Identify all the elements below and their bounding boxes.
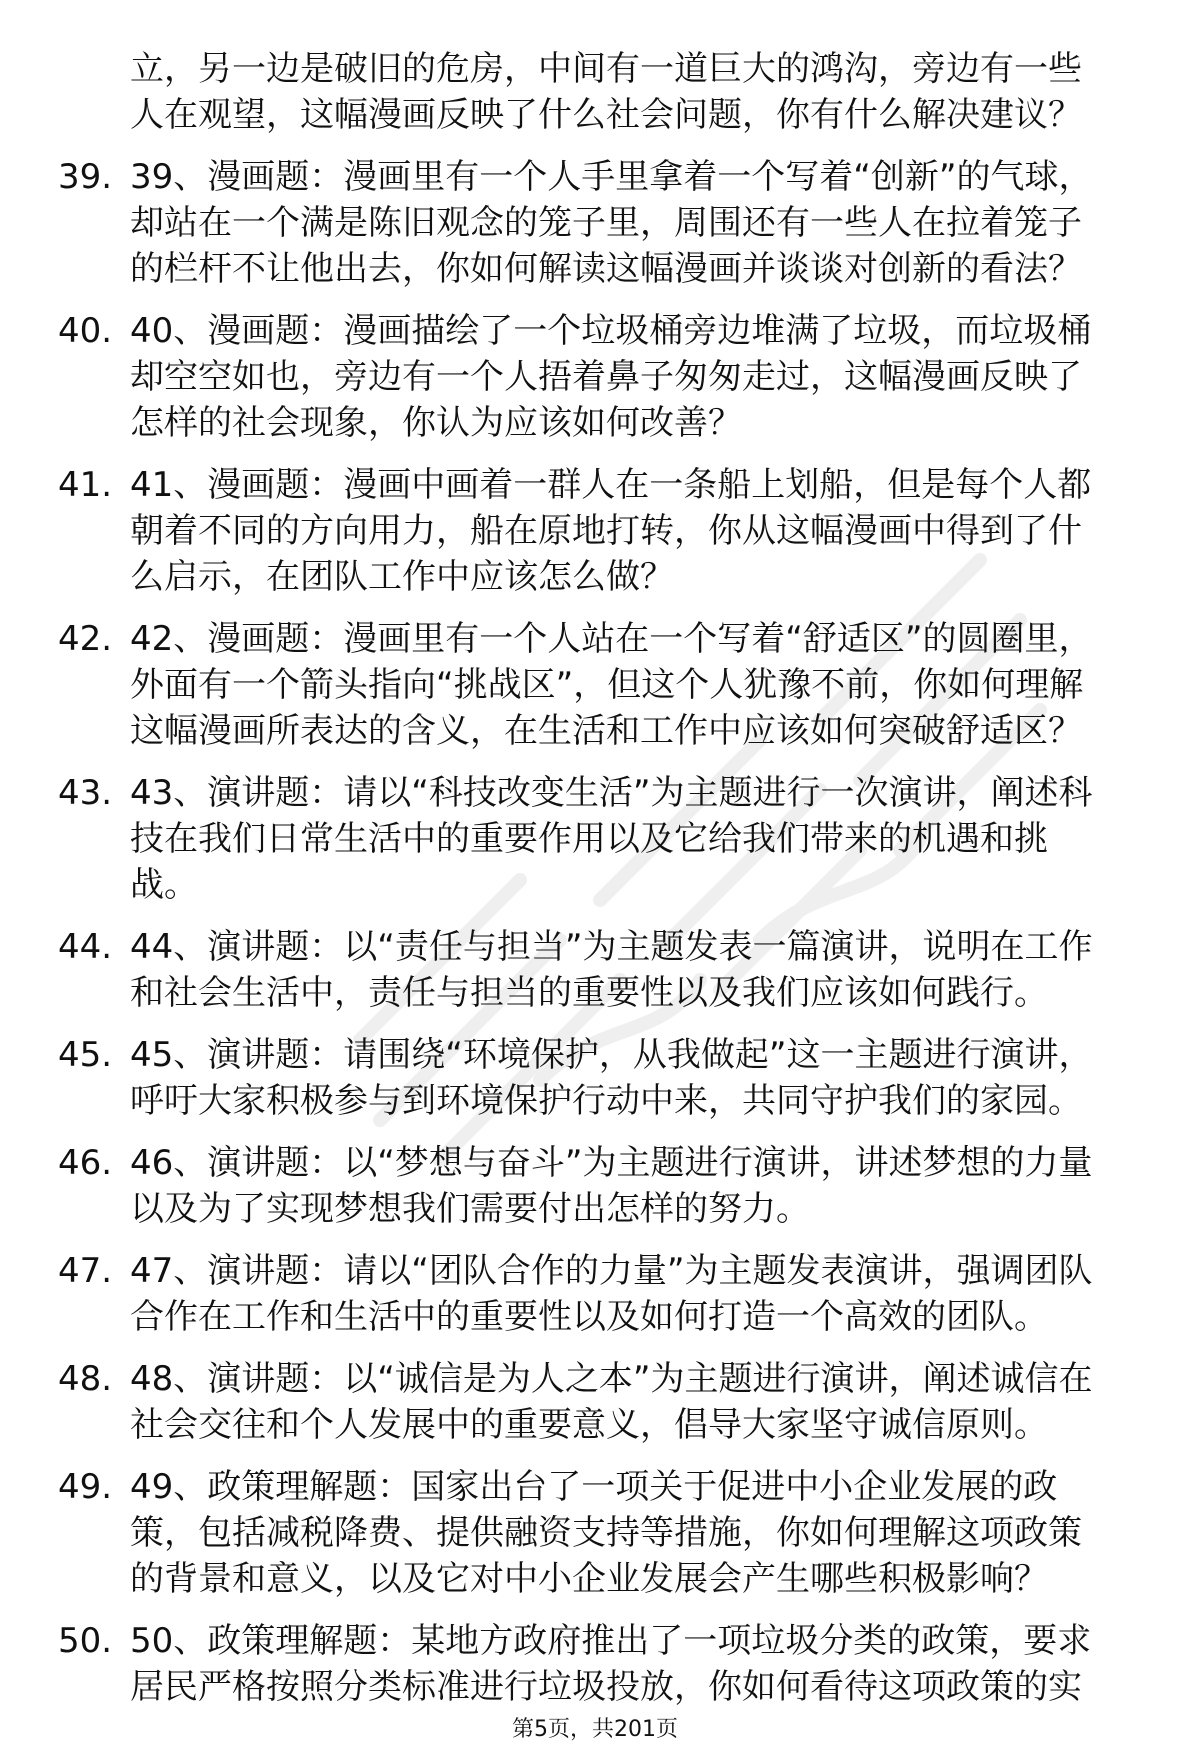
item-number: 43. (58, 773, 113, 813)
item-line: 朝着不同的方向用力，船在原地打转，你从这幅漫画中得到了什 (130, 511, 1082, 551)
item-number: 39. (58, 157, 113, 197)
list-item (58, 924, 1148, 1016)
item-line: 42、漫画题：漫画里有一个人站在一个写着“舒适区”的圆圈里， (130, 619, 1093, 659)
list-item (58, 1140, 1148, 1232)
page-footer: 第5页，共201页 (512, 1717, 678, 1742)
list-item (58, 1464, 1148, 1602)
list-item (58, 308, 1148, 446)
list-item (58, 154, 1148, 292)
list-item (58, 1618, 1148, 1710)
continuation-line: 立，另一边是破旧的危房，中间有一道巨大的鸿沟，旁边有一些 (130, 49, 1082, 89)
item-line: 的栏杆不让他出去，你如何解读这幅漫画并谈谈对创新的看法？ (130, 249, 1082, 289)
item-number: 40. (58, 311, 113, 351)
list-item (58, 462, 1148, 600)
item-line: 45、演讲题：请围绕“环境保护，从我做起”这一主题进行演讲， (130, 1035, 1093, 1075)
question-list (58, 46, 1148, 1710)
item-line: 43、演讲题：请以“科技改变生活”为主题进行一次演讲，阐述科 (130, 773, 1093, 813)
item-line: 以及为了实现梦想我们需要付出怎样的努力。 (130, 1189, 810, 1229)
item-line: 怎样的社会现象，你认为应该如何改善？ (130, 403, 742, 443)
item-line: 外面有一个箭头指向“挑战区”，但这个人犹豫不前，你如何理解 (130, 665, 1084, 705)
item-number: 50. (58, 1621, 113, 1661)
item-line: 策，包括减税降费、提供融资支持等措施，你如何理解这项政策 (130, 1513, 1082, 1553)
item-line: 战。 (130, 865, 198, 905)
list-item (58, 1032, 1148, 1124)
list-item (58, 616, 1148, 754)
item-number: 46. (58, 1143, 113, 1183)
item-line: 技在我们日常生活中的重要作用以及它给我们带来的机遇和挑 (130, 819, 1048, 859)
continuation-line: 人在观望，这幅漫画反映了什么社会问题，你有什么解决建议？ (130, 95, 1082, 135)
item-line: 的背景和意义，以及它对中小企业发展会产生哪些积极影响？ (130, 1559, 1048, 1599)
item-number: 49. (58, 1467, 113, 1507)
item-number: 44. (58, 927, 113, 967)
item-line: 却站在一个满是陈旧观念的笼子里，周围还有一些人在拉着笼子 (130, 203, 1082, 243)
item-line: 46、演讲题：以“梦想与奋斗”为主题进行演讲，讲述梦想的力量 (130, 1143, 1093, 1183)
list-item (58, 1248, 1148, 1340)
item-number: 48. (58, 1359, 113, 1399)
item-line: 么启示，在团队工作中应该怎么做？ (130, 557, 674, 597)
item-line: 和社会生活中，责任与担当的重要性以及我们应该如何践行。 (130, 973, 1048, 1013)
item-line: 却空空如也，旁边有一个人捂着鼻子匆匆走过，这幅漫画反映了 (130, 357, 1082, 397)
list-item (58, 1356, 1148, 1448)
list-item (58, 770, 1148, 908)
item-number: 47. (58, 1251, 113, 1291)
item-line: 呼吁大家积极参与到环境保护行动中来，共同守护我们的家园。 (130, 1081, 1082, 1121)
item-line: 41、漫画题：漫画中画着一群人在一条船上划船，但是每个人都 (130, 465, 1092, 505)
item-number: 41. (58, 465, 113, 505)
item-line: 48、演讲题：以“诚信是为人之本”为主题进行演讲，阐述诚信在 (130, 1359, 1093, 1399)
item-line: 49、政策理解题：国家出台了一项关于促进中小企业发展的政 (130, 1467, 1058, 1507)
item-number: 42. (58, 619, 113, 659)
item-line: 39、漫画题：漫画里有一个人手里拿着一个写着“创新”的气球， (130, 157, 1093, 197)
item-number: 45. (58, 1035, 113, 1075)
item-line: 44、演讲题：以“责任与担当”为主题发表一篇演讲，说明在工作 (130, 927, 1093, 967)
item-line: 居民严格按照分类标准进行垃圾投放，你如何看待这项政策的实 (130, 1667, 1082, 1707)
item-line: 47、演讲题：请以“团队合作的力量”为主题发表演讲，强调团队 (130, 1251, 1093, 1291)
item-line: 50、政策理解题：某地方政府推出了一项垃圾分类的政策，要求 (130, 1621, 1092, 1661)
item-line: 40、漫画题：漫画描绘了一个垃圾桶旁边堆满了垃圾，而垃圾桶 (130, 311, 1092, 351)
item-line: 社会交往和个人发展中的重要意义，倡导大家坚守诚信原则。 (130, 1405, 1048, 1445)
item-line: 这幅漫画所表达的含义，在生活和工作中应该如何突破舒适区？ (130, 711, 1082, 751)
item-line: 合作在工作和生活中的重要性以及如何打造一个高效的团队。 (130, 1297, 1048, 1337)
